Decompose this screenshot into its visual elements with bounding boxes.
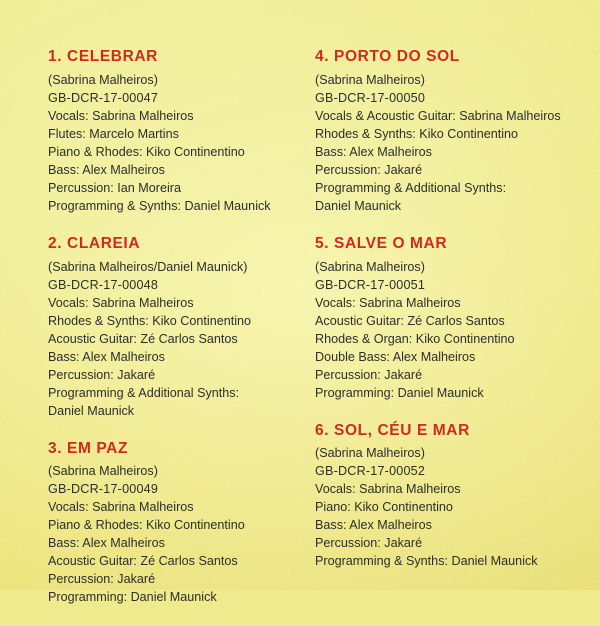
track-composer: (Sabrina Malheiros/Daniel Maunick) [48,259,248,274]
track-credit-line: Acoustic Guitar: Zé Carlos Santos [315,313,505,328]
track-credit-line: Programming & Additional Synths: [48,385,240,400]
track-credit-line: Acoustic Guitar: Zé Carlos Santos [48,331,238,346]
track-entry [48,440,285,607]
track-listing-columns [0,48,600,626]
right-column [285,48,570,626]
track-isrc-code: GB-DCR-17-00051 [315,277,426,292]
track-credit-line: Percussion: Jakaré [48,367,156,382]
track-composer: (Sabrina Malheiros) [315,446,425,461]
track-isrc-code: GB-DCR-17-00052 [315,464,426,479]
track-credit-line: Programming: Daniel Maunick [315,385,484,400]
left-column [0,48,285,626]
track-title: 6. SOL, CÉU E MAR [315,421,470,439]
track-credit-line: Bass: Alex Malheiros [315,144,432,159]
track-credit-line: Programming & Synths: Daniel Maunick [48,198,271,213]
track-title: 3. EM PAZ [48,439,129,457]
track-credit-line: Double Bass: Alex Malheiros [315,349,476,364]
track-credit-line: Percussion: Jakaré [315,536,423,551]
track-credit-line: Vocals: Sabrina Malheiros [48,108,194,123]
track-entry [48,235,285,420]
track-credit-line: Bass: Alex Malheiros [315,518,432,533]
track-entry [315,235,570,402]
track-credit-line: Percussion: Jakaré [48,572,156,587]
track-title: 4. PORTO DO SOL [315,48,460,65]
track-isrc-code: GB-DCR-17-00049 [48,482,159,497]
track-credit-line: Vocals: Sabrina Malheiros [48,295,194,310]
track-credit-line: Rhodes & Organ: Kiko Continentino [315,331,515,346]
track-credit-line: Programming & Additional Synths: [315,180,507,195]
track-credit-line: Flutes: Marcelo Martins [48,126,179,141]
track-isrc-code: GB-DCR-17-00047 [48,90,159,105]
track-title: 2. CLAREIA [48,234,141,252]
track-credit-line: Daniel Maunick [315,198,402,213]
track-isrc-code: GB-DCR-17-00048 [48,277,159,292]
track-credit-line: Bass: Alex Malheiros [48,162,165,177]
track-credit-line: Rhodes & Synths: Kiko Continentino [315,126,519,141]
track-composer: (Sabrina Malheiros) [315,72,425,87]
track-credit-line: Acoustic Guitar: Zé Carlos Santos [48,554,238,569]
track-credit-line: Piano: Kiko Continentino [315,500,453,515]
track-credit-line: Piano & Rhodes: Kiko Continentino [48,518,245,533]
track-composer: (Sabrina Malheiros) [48,72,158,87]
track-credit-line: Vocals: Sabrina Malheiros [315,482,461,497]
track-title: 5. SALVE O MAR [315,234,448,252]
track-entry [48,48,285,215]
track-credit-line: Percussion: Ian Moreira [48,180,181,195]
track-isrc-code: GB-DCR-17-00050 [315,90,426,105]
track-title: 1. CELEBRAR [48,48,158,65]
track-credit-line: Daniel Maunick [48,403,135,418]
track-credit-line: Programming & Synths: Daniel Maunick [315,554,538,569]
track-credit-line: Programming: Daniel Maunick [48,590,217,605]
track-entry [315,48,570,215]
track-entry [315,422,570,571]
track-credit-line: Vocals: Sabrina Malheiros [48,500,194,515]
track-composer: (Sabrina Malheiros) [48,464,158,479]
track-credit-line: Piano & Rhodes: Kiko Continentino [48,144,245,159]
track-credit-line: Percussion: Jakaré [315,367,423,382]
track-credit-line: Bass: Alex Malheiros [48,536,165,551]
track-credit-line: Vocals: Sabrina Malheiros [315,295,461,310]
track-composer: (Sabrina Malheiros) [315,259,425,274]
track-credit-line: Rhodes & Synths: Kiko Continentino [48,313,252,328]
track-credit-line: Vocals & Acoustic Guitar: Sabrina Malheiros [315,108,561,123]
track-credit-line: Percussion: Jakaré [315,162,423,177]
track-credit-line: Bass: Alex Malheiros [48,349,165,364]
